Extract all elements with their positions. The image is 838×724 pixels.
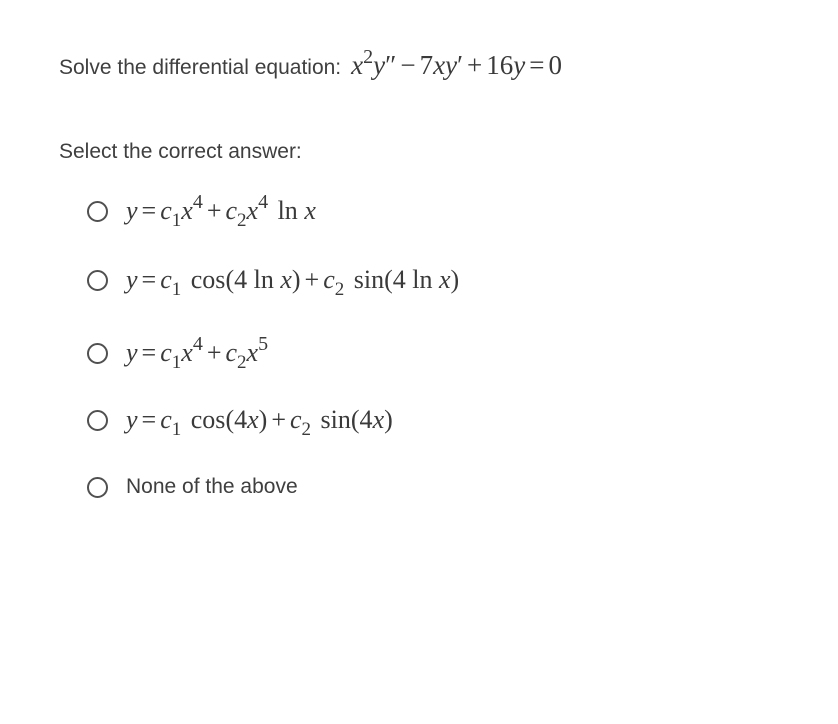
answer-option-4[interactable]	[87, 405, 393, 440]
radio-button-icon[interactable]	[87, 270, 108, 291]
answer-option-1[interactable]	[87, 191, 316, 231]
radio-button-icon[interactable]	[87, 477, 108, 498]
answer-option-2[interactable]	[87, 265, 460, 300]
answer-option-3[interactable]	[87, 333, 269, 373]
answer-option-5[interactable]	[87, 475, 298, 499]
question-equation: $x^2y'' - 7xy' + 16y = 0$	[351, 46, 562, 80]
instruction-text: Select the correct answer:	[59, 140, 302, 163]
question	[59, 46, 562, 81]
question-prompt: Solve the differential equation:	[59, 56, 342, 79]
answer-option-1-label: $y = c_1x^4 + c_2x^4$ ln x	[126, 191, 316, 231]
radio-button-icon[interactable]	[87, 343, 108, 364]
radio-button-icon[interactable]	[87, 201, 108, 222]
answer-option-4-label: $y = c_1$ $\cos(4x) + c_2$ sin(4x)	[126, 405, 393, 440]
answer-option-5-label: None of the above	[126, 475, 298, 498]
radio-button-icon[interactable]	[87, 410, 108, 431]
answer-option-3-label: $y = c_1x^4 + c_2x^5$	[126, 333, 269, 373]
answer-option-2-label: $y = c_1$ cos(4 $\ln x) + c_2$ sin(4 ln x)	[126, 265, 460, 300]
